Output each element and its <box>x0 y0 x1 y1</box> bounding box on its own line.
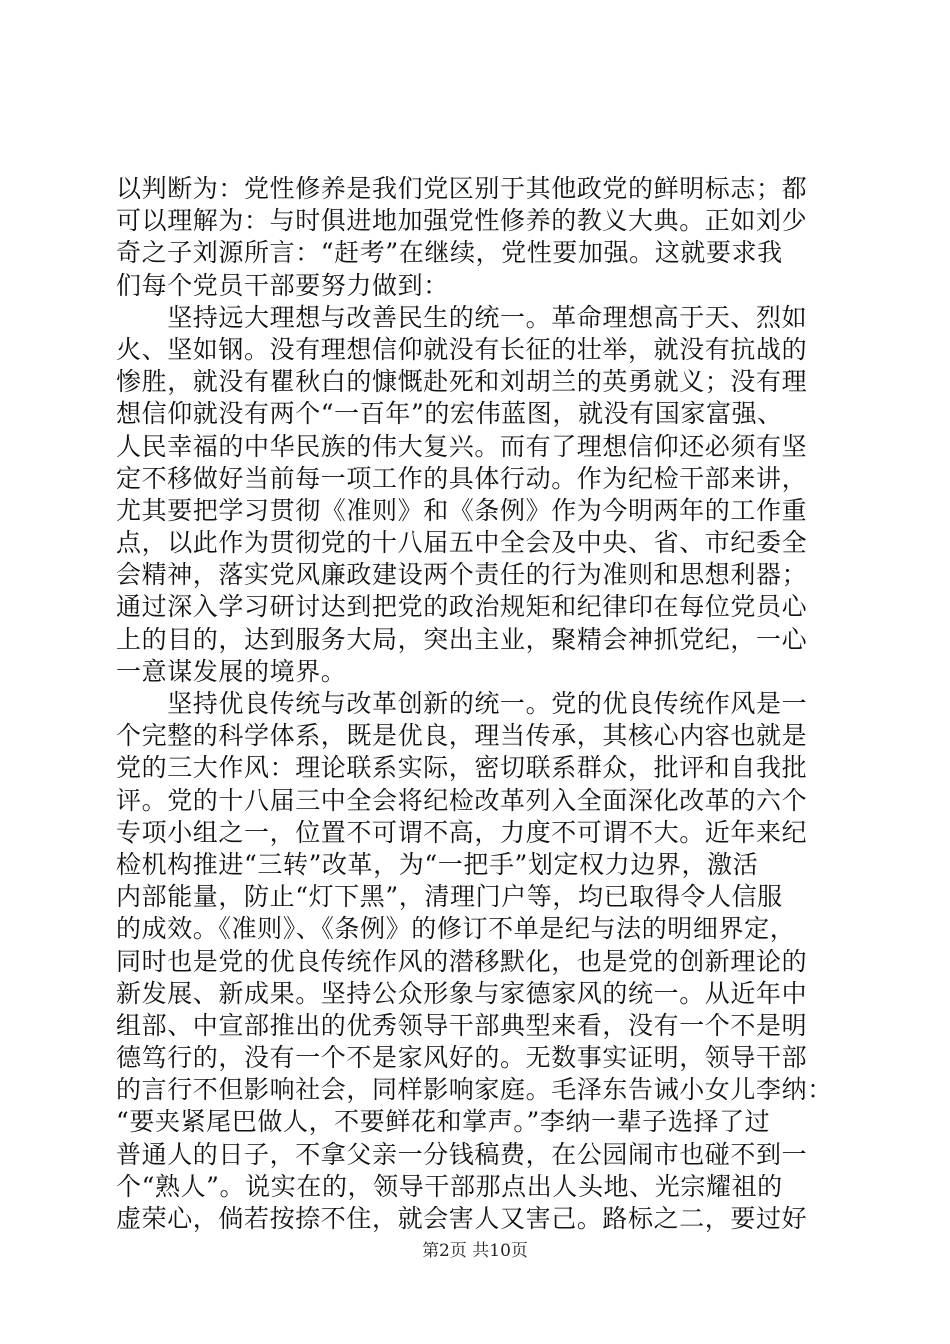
document-body <box>116 173 836 1235</box>
text-line: 内部能量，防止“灯下黑”，清理门户等，均已取得令人信服 <box>116 882 783 912</box>
text-line: 同时也是党的优良传统作风的潜移默化，也是党的创新理论的 <box>116 946 808 976</box>
text-line: 一意谋发展的境界。 <box>116 656 347 686</box>
page-number: 第2页 共10页 <box>422 1241 528 1261</box>
text-line: 火、坚如钢。没有理想信仰就没有长征的壮举，就没有抗战的 <box>116 334 808 364</box>
text-line: 检机构推进“三转”改革，为“一把手”划定权力边界，激活 <box>116 849 759 879</box>
text-line: 定不移做好当前每一项工作的具体行动。作为纪检干部来讲， <box>116 463 808 493</box>
text-line: 尤其要把学习贯彻《准则》和《条例》作为今明两年的工作重 <box>116 495 808 525</box>
text-line: “要夹紧尾巴做人，不要鲜花和掌声。”李纳一辈子选择了过 <box>116 1107 771 1137</box>
text-line: 以判断为：党性修养是我们党区别于其他政党的鲜明标志；都 <box>116 174 808 203</box>
text-line: 个完整的科学体系，既是优良，理当传承，其核心内容也就是 <box>116 721 808 751</box>
page-footer <box>0 1240 950 1262</box>
text-line: 普通人的日子，不拿父亲一分钱稿费，在公园闹市也碰不到一 <box>116 1139 808 1169</box>
text-line: 新发展、新成果。坚持公众形象与家德家风的统一。从近年中 <box>116 978 808 1008</box>
text-line: 点，以此作为贯彻党的十八届五中全会及中央、省、市纪委全 <box>116 528 808 558</box>
text-line: 评。党的十八届三中全会将纪检改革列入全面深化改革的六个 <box>116 785 808 815</box>
text-line: 党的三大作风：理论联系实际，密切联系群众，批评和自我批 <box>116 753 808 783</box>
text-line: 想信仰就没有两个“一百年”的宏伟蓝图，就没有国家富强、 <box>116 399 783 429</box>
text-line: 人民幸福的中华民族的伟大复兴。而有了理想信仰还必须有坚 <box>116 431 808 461</box>
text-line: 会精神，落实党风廉政建设两个责任的行为准则和思想利器； <box>116 560 808 590</box>
text-line: 的成效。《准则》、《条例》的修订不单是纪与法的明细界定， <box>116 914 796 944</box>
text-line: 惨胜，就没有瞿秋白的慷慨赴死和刘胡兰的英勇就义；没有理 <box>116 367 808 397</box>
text-line: 通过深入学习研讨达到把党的政治规矩和纪律印在每位党员心 <box>116 592 808 622</box>
text-line: 们每个党员干部要努力做到： <box>116 270 449 300</box>
text-line: 个“熟人”。说实在的，领导干部那点出人头地、光宗耀祖的 <box>116 1171 783 1201</box>
text-line: 的言行不但影响社会，同样影响家庭。毛泽东告诫小女儿李纳： <box>116 1075 833 1105</box>
text-line: 组部、中宣部推出的优秀领导干部典型来看，没有一个不是明 <box>116 1010 808 1040</box>
text-line: 奇之子刘源所言：“赶考”在继续，党性要加强。这就要求我 <box>116 238 783 268</box>
text-line: 坚持优良传统与改革创新的统一。党的优良传统作风是一 <box>116 689 808 718</box>
text-line: 坚持远大理想与改善民生的统一。革命理想高于天、烈如 <box>116 302 808 332</box>
text-line: 专项小组之一，位置不可谓不高，力度不可谓不大。近年来纪 <box>116 817 808 847</box>
text-line: 上的目的，达到服务大局，突出主业，聚精会神抓党纪，一心 <box>116 624 808 654</box>
text-line: 虚荣心，倘若按捺不住，就会害人又害己。路标之二，要过好 <box>116 1204 808 1233</box>
text-line: 可以理解为：与时俱进地加强党性修养的教义大典。正如刘少 <box>116 206 808 236</box>
text-line: 德笃行的，没有一个不是家风好的。无数事实证明，领导干部 <box>116 1043 808 1073</box>
